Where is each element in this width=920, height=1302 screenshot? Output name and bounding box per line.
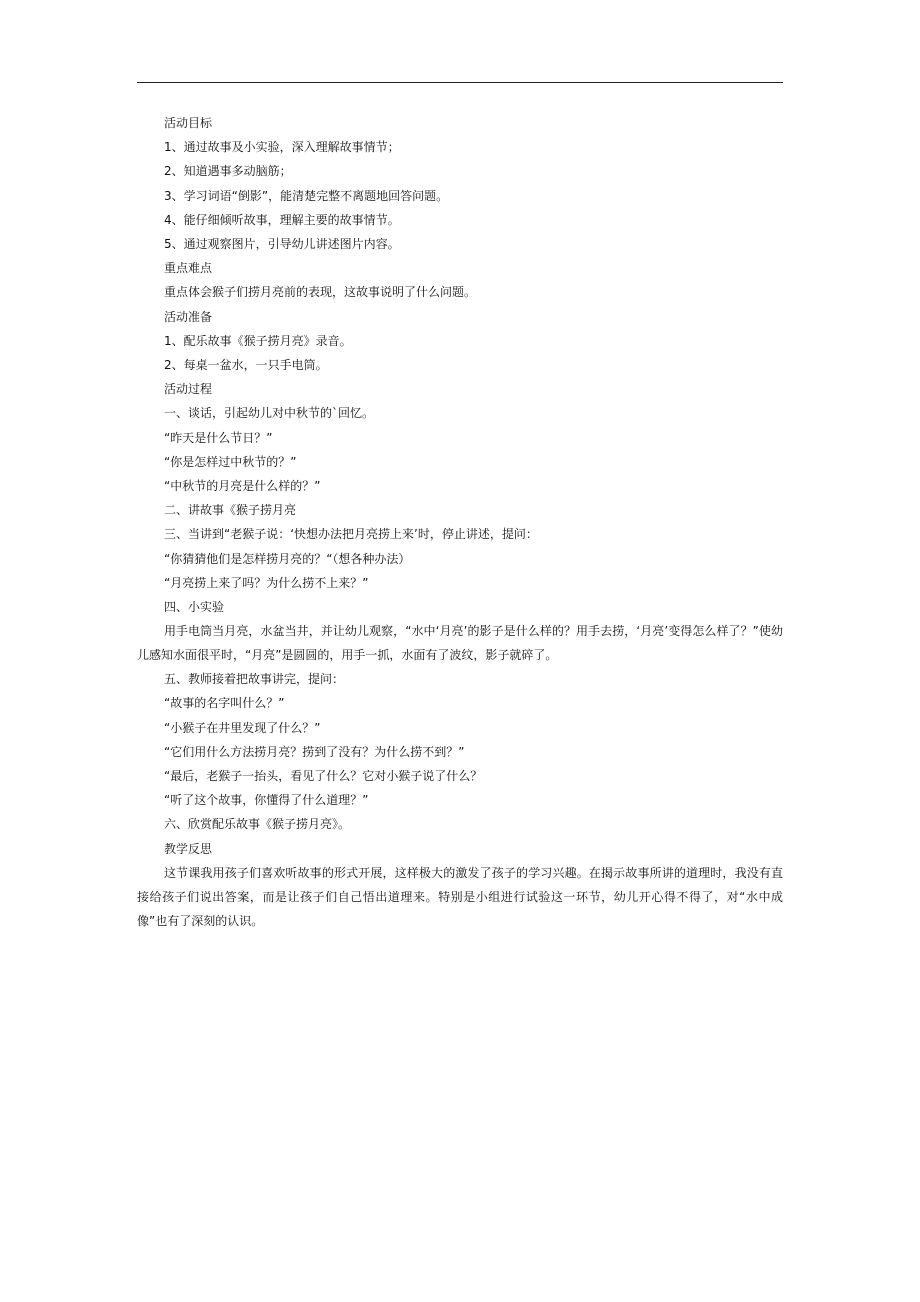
goal-item: 3、学习词语“倒影”，能清楚完整不离题地回答问题。	[164, 188, 449, 203]
process-line: 二、讲故事《猴子捞月亮	[164, 503, 297, 518]
process-line: 五、教师接着把故事讲完，提问：	[164, 672, 345, 687]
prep-heading: 活动准备	[164, 309, 213, 324]
process-line: “你是怎样过中秋节的？”	[164, 454, 297, 469]
goal-item: 5、通过观察图片，引导幼儿讲述图片内容。	[164, 237, 400, 252]
process-line: 四、小实验	[164, 600, 225, 615]
goal-item: 4、能仔细倾听故事，理解主要的故事情节。	[164, 212, 400, 227]
process-line: 三、当讲到“老猴子说：‘快想办法把月亮捞上来’时，停止讲述，提问：	[164, 527, 538, 542]
goal-item: 2、知道遇事多动脑筋；	[164, 164, 292, 179]
header-rule	[137, 82, 783, 83]
goal-item: 1、通过故事及小实验，深入理解故事情节；	[164, 140, 400, 155]
process-line: “最后，老猴子一抬头，看见了什么？它对小猴子说了什么？	[164, 769, 483, 784]
prep-item: 1、配乐故事《猴子捞月亮》录音。	[164, 333, 352, 348]
experiment-paragraph: 用手电筒当月亮，水盆当井，并让幼儿观察，“水中‘月亮’的影子是什么样的？用手去捞，‘月亮’变得怎么样了？”使幼儿感知水面很平时，“月亮”是圆圆的，用手一抓，水面有了波纹，影子就碎了。	[137, 624, 783, 663]
process-line: 六、欣赏配乐故事《猴子捞月亮》。	[164, 817, 351, 832]
process-heading: 活动过程	[164, 382, 213, 397]
process-line: “它们用什么方法捞月亮？捞到了没有？为什么捞不到？”	[164, 744, 465, 759]
process-line: “月亮捞上来了吗？为什么捞不上来？”	[164, 575, 369, 590]
process-line: 一、谈话，引起幼儿对中秋节的`回忆。	[164, 406, 375, 421]
reflection-heading: 教学反思	[164, 841, 213, 856]
prep-item: 2、每桌一盆水，一只手电筒。	[164, 358, 328, 373]
process-line: “你猜猜他们是怎样捞月亮的？“（想各种办法）	[164, 551, 411, 566]
process-line: “故事的名字叫什么？”	[164, 696, 285, 711]
process-line: “中秋节的月亮是什么样的？”	[164, 479, 321, 494]
focus-text: 重点体会猴子们捞月亮前的表现，这故事说明了什么问题。	[164, 285, 477, 300]
document-body	[137, 111, 783, 933]
focus-heading: 重点难点	[164, 261, 213, 276]
process-line: “小猴子在井里发现了什么？”	[164, 720, 321, 735]
reflection-paragraph: 这节课我用孩子们喜欢听故事的形式开展，这样极大的激发了孩子的学习兴趣。在揭示故事所讲的道理时，我没有直接给孩子们说出答案，而是让孩子们自己悟出道理来。特别是小组进行试验这一环节，幼儿开心得不得了，对“水中成像”也有了深刻的认识。	[137, 865, 783, 928]
process-line: “听了这个故事，你懂得了什么道理？”	[164, 793, 369, 808]
goals-heading: 活动目标	[164, 116, 213, 130]
process-line: “昨天是什么节日？”	[164, 430, 273, 445]
